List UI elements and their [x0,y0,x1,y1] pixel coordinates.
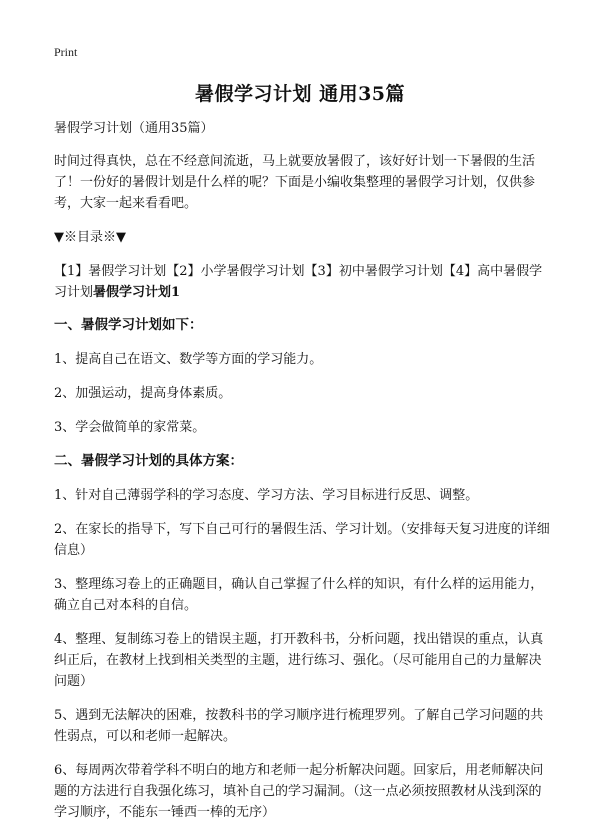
part1-heading: 一、暑假学习计划如下： [54,317,203,333]
list-item: 5、遇到无法解决的困难，按教科书的学习顺序进行梳理罗列。了解自己学习问题的共性弱点，可以和老师一起解决。 [54,708,544,744]
toc-links [54,261,554,303]
toc-heading: ▼※目录※▼ [54,230,126,245]
list-item: 1、提高自己在语文、数学等方面的学习能力。 [54,352,323,367]
document-body [54,118,554,836]
subtitle: 暑假学习计划（通用35篇） [54,121,214,136]
list-item: 3、学会做简单的家常菜。 [54,420,206,435]
print-label: Print [54,45,78,59]
intro-paragraph: 时间过得真快，总在不经意间流逝，马上就要放暑假了，该好好计划一下暑假的生活了！一份好的暑假计划是什么样的呢？下面是小编收集整理的暑假学习计划，仅供参考，大家一起来看看吧。 [54,154,536,211]
part2-heading: 二、暑假学习计划的具体方案： [54,453,243,469]
list-item: 6、每周两次带着学科不明白的地方和老师一起分析解决问题。回家后，用老师解决问题的方法进行自我强化练习，填补自己的学习漏洞。（这一点必须按照教材从浅到深的学习顺序，不能东一锤西一棒的无序） [54,763,544,820]
list-item: 3、整理练习卷上的正确题目，确认自己掌握了什么样的知识，有什么样的运用能力，确立自己对本科的自信。 [54,577,544,613]
list-item: 4、整理、复制练习卷上的错误主题，打开教科书，分析问题，找出错误的重点，认真纠正后，在教材上找到相关类型的主题，进行练习、强化。（尽可能用自己的力量解决问题） [54,632,544,689]
list-item: 1、针对自己薄弱学科的学习态度、学习方法、学习目标进行反思、调整。 [54,488,479,503]
section-title: 暑假学习计划1 [93,285,181,300]
list-item: 2、在家长的指导下，写下自己可行的暑假生活、学习计划。（安排每天复习进度的详细信息） [54,522,550,558]
toc-link-list[interactable]: 【1】暑假学习计划【2】小学暑假学习计划【3】初中暑假学习计划【4】高中暑假学习计划 [54,264,543,300]
page-title: 暑假学习计划 通用35篇 [194,83,406,105]
list-item: 2、加强运动，提高身体素质。 [54,386,232,401]
